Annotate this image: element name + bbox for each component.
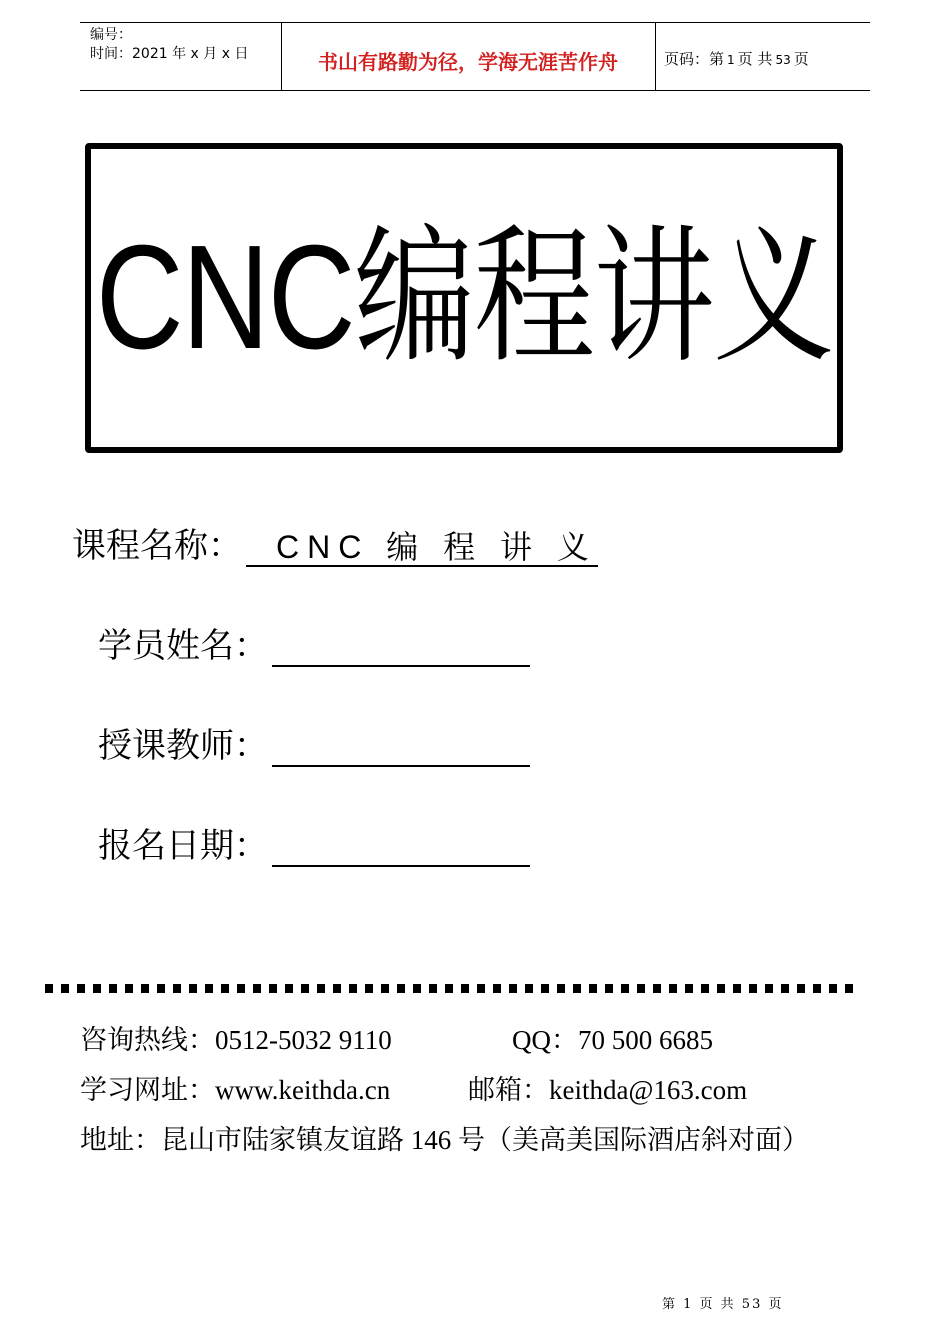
dotted-divider [45,984,860,993]
website-text: 学习网址：www.keithda.cn [80,1075,391,1105]
page-prefix: 页码：第 [664,50,725,68]
email-text: 邮箱：keithda@163.com [468,1075,748,1105]
student-name-field[interactable] [272,625,530,667]
document-number-label: 编号： [90,27,132,43]
student-label: 学员姓名： [98,626,268,666]
header-top-rule [80,22,870,23]
page-mid: 页 共 [737,50,773,68]
course-row [72,518,598,567]
footer-page-number: 第 1 页 共 53 页 [662,1297,784,1312]
student-row [98,618,530,667]
page-current: 1 [727,53,735,67]
hotline-text: 咨询热线：0512-5032 9110 [80,1025,392,1055]
header-motto: 书山有路勤为径，学海无涯苦作舟 [318,50,618,74]
teacher-field[interactable] [272,725,530,767]
page-total: 53 [775,53,791,67]
header-page-number [664,48,809,69]
title-box [85,143,843,453]
header-divider [655,22,656,91]
qq-text: QQ：70 500 6685 [512,1025,713,1055]
teacher-row [98,718,530,767]
document-title: CNC编程讲义 [95,215,833,380]
document-time: 时间：2021 年 x 月 x 日 [90,46,249,62]
header-meta [90,26,248,64]
teacher-label: 授课教师： [98,726,268,766]
header-bottom-rule [80,90,870,91]
date-label: 报名日期： [98,826,268,866]
page-suffix: 页 [793,50,809,68]
date-row [98,818,530,867]
address-text: 地址：昆山市陆家镇友谊路 146 号（美高美国际酒店斜对面） [80,1125,809,1155]
course-label: 课程名称： [72,526,242,566]
course-field[interactable]: CNC 编 程 讲 义 [246,527,598,567]
date-field[interactable] [272,825,530,867]
